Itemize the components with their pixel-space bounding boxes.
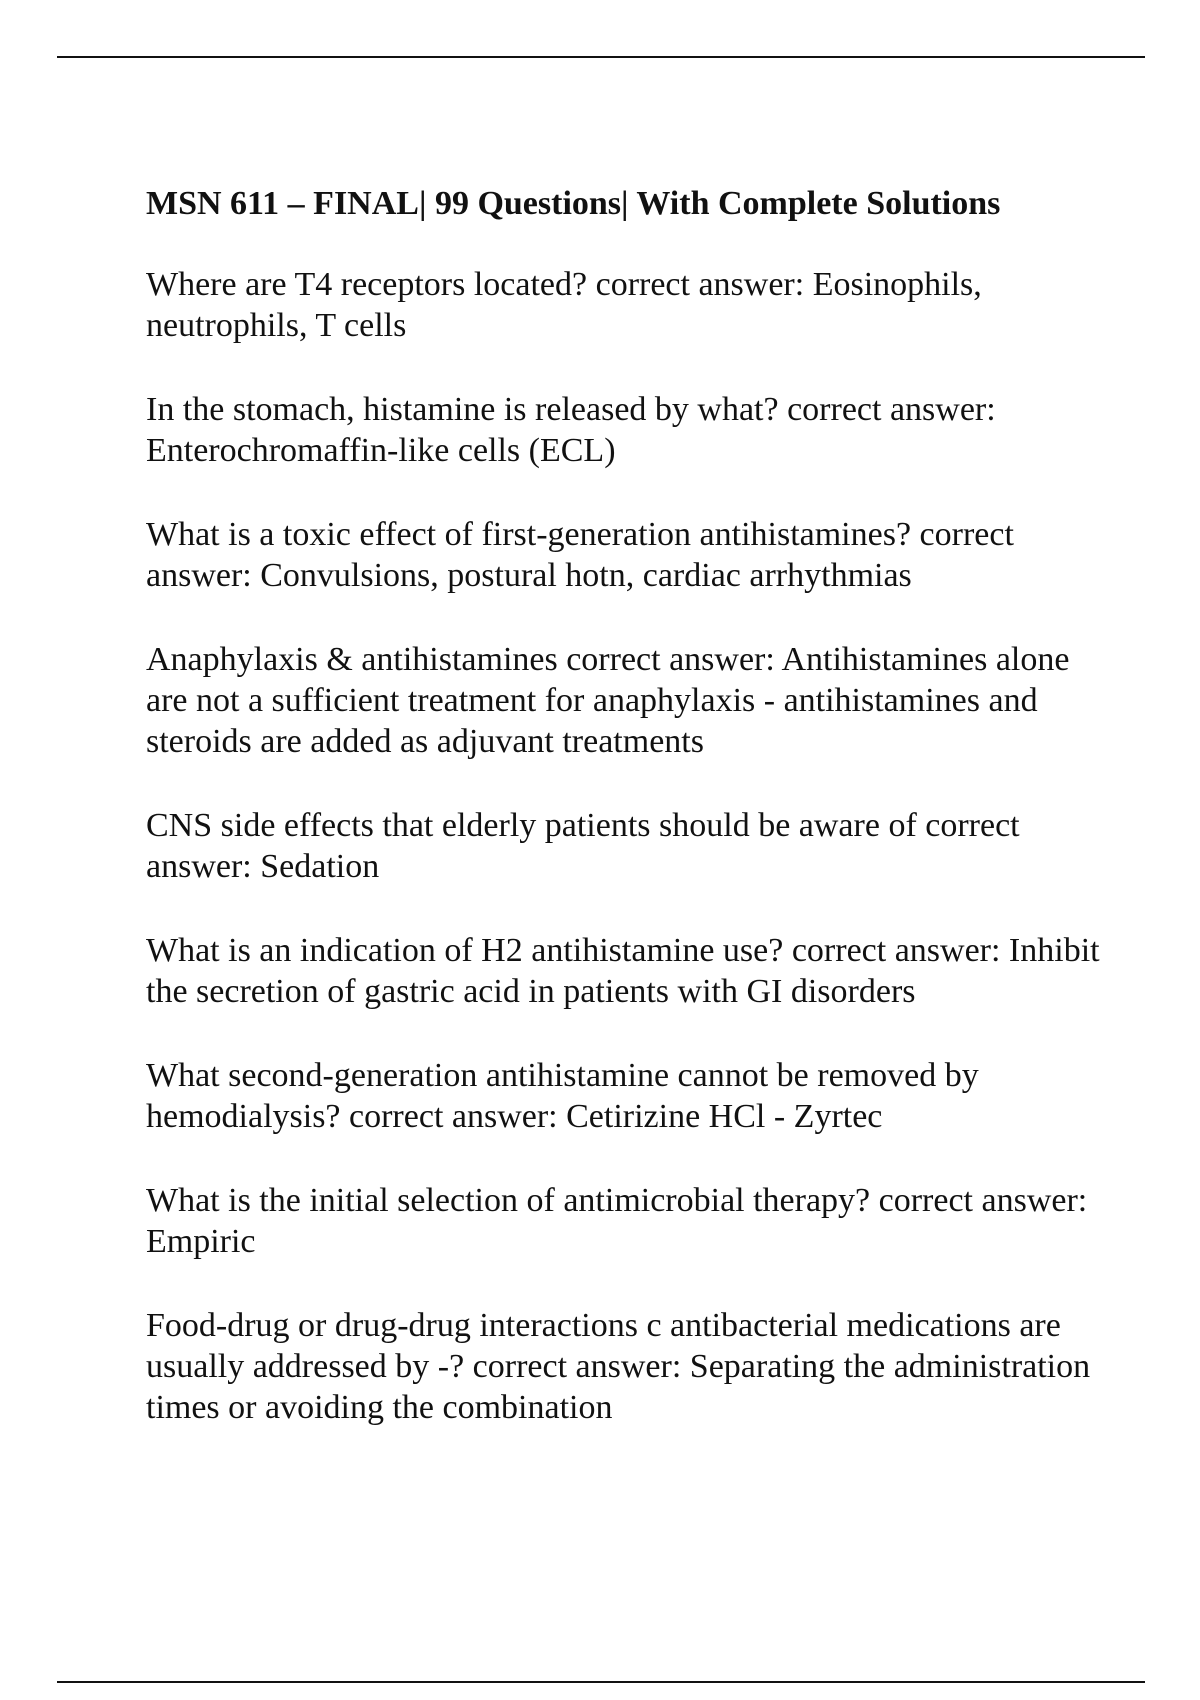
qa-item: In the stomach, histamine is released by what? correct answer: Enterochromaffin-like cells (ECL) xyxy=(146,391,996,469)
header-rule xyxy=(57,56,1145,58)
qa-item: Anaphylaxis & antihistamines correct answer: Antihistamines alone are not a sufficient treatment for anaphylaxis - antihistamines and steroids are added as adjuvant treatments xyxy=(146,641,1070,760)
qa-item: What is a toxic effect of first-generation antihistamines? correct answer: Convulsions, postural hotn, cardiac arrhythmias xyxy=(146,516,1014,594)
qa-item: What second-generation antihistamine cannot be removed by hemodialysis? correct answer: Cetirizine HCl - Zyrtec xyxy=(146,1057,979,1135)
qa-item: Where are T4 receptors located? correct answer: Eosinophils, neutrophils, T cells xyxy=(146,266,982,344)
qa-item: Food-drug or drug-drug interactions c antibacterial medications are usually addressed by -? correct answer: Separating the administration times or avoiding the combination xyxy=(146,1307,1091,1426)
document-title: MSN 611 – FINAL| 99 Questions| With Complete Solutions xyxy=(146,185,1001,222)
qa-item: What is the initial selection of antimicrobial therapy? correct answer: Empiric xyxy=(146,1182,1088,1260)
document-body xyxy=(146,184,1106,1471)
qa-item: CNS side effects that elderly patients should be aware of correct answer: Sedation xyxy=(146,807,1020,885)
qa-list xyxy=(146,264,1106,1428)
footer-rule xyxy=(57,1681,1145,1683)
qa-item: What is an indication of H2 antihistamine use? correct answer: Inhibit the secretion of gastric acid in patients with GI disorders xyxy=(146,932,1100,1010)
